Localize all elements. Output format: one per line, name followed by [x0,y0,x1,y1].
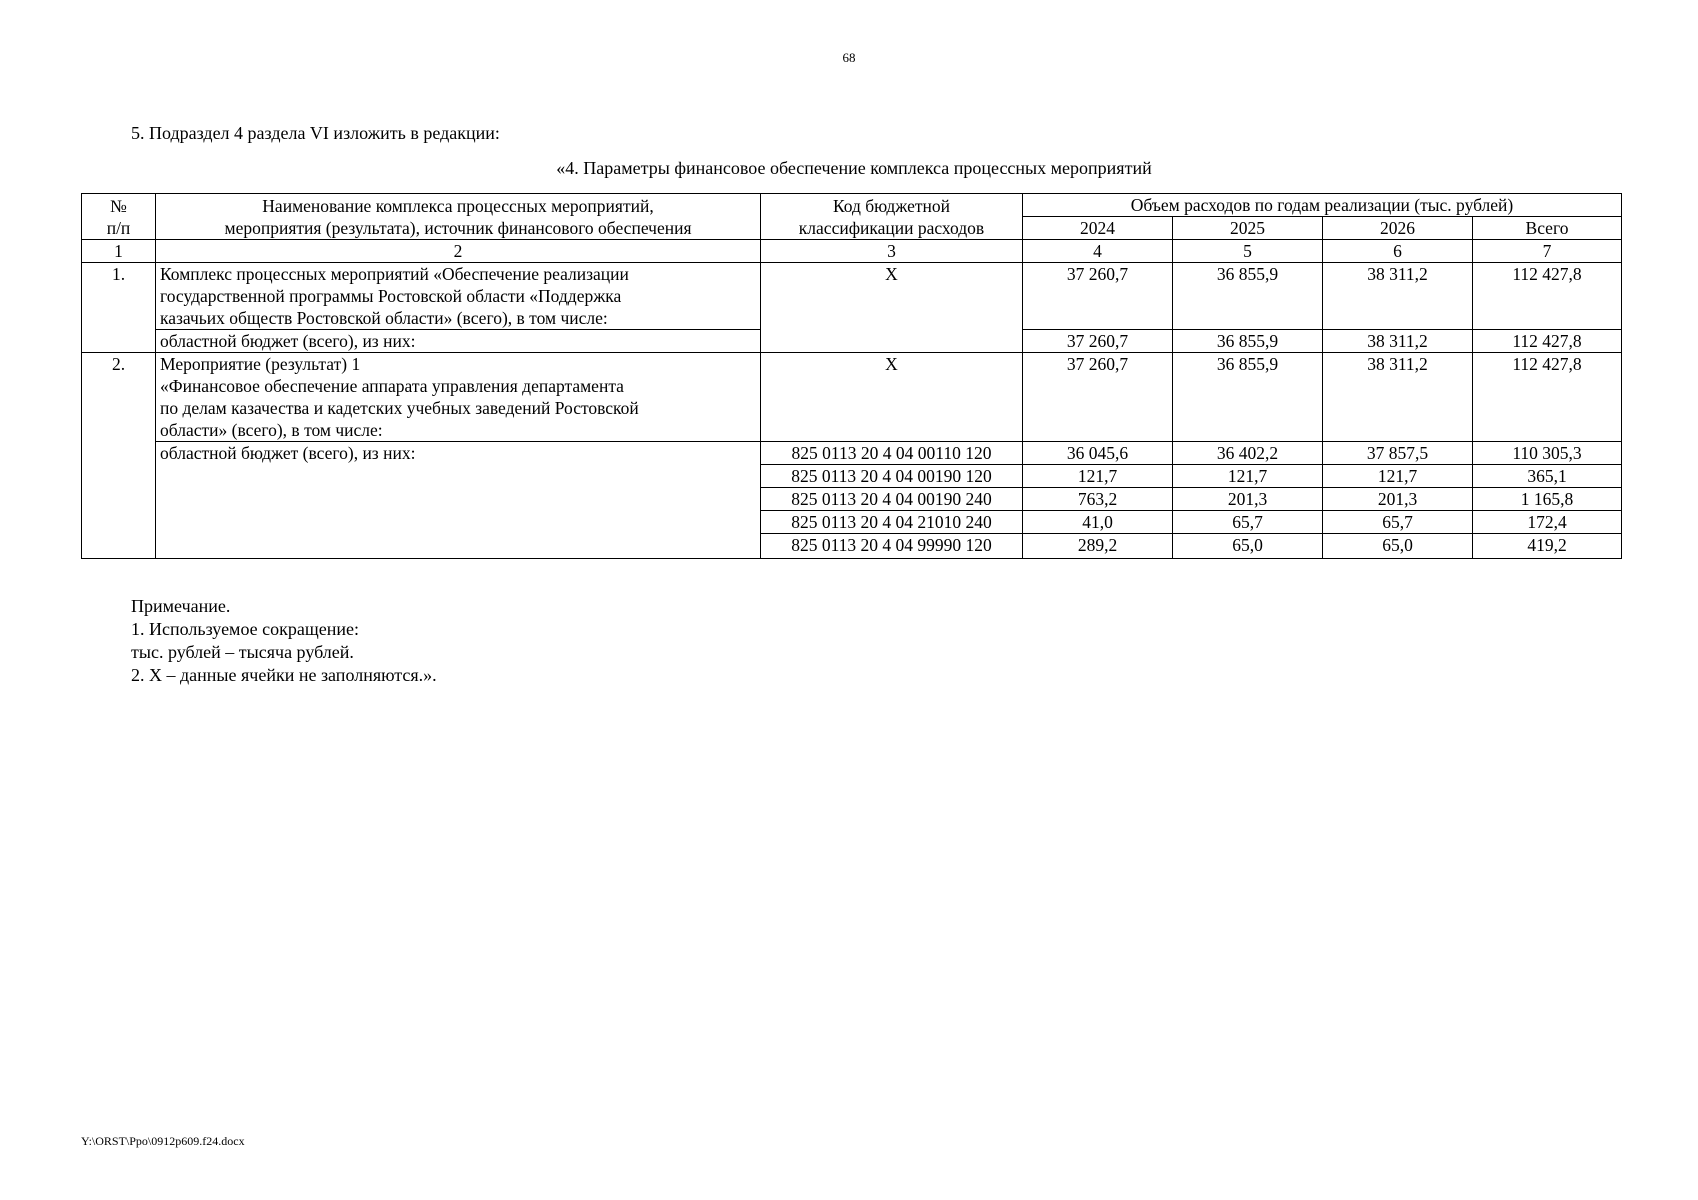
value-total: 365,1 [1473,465,1622,488]
header-name [156,194,761,240]
row-code: 825 0113 20 4 04 21010 240 [761,511,1023,534]
row-name-line: области» (всего), в том числе: [160,420,383,440]
header-row-1 [82,194,1622,217]
value-2025: 121,7 [1173,465,1323,488]
value-2025: 36 855,9 [1173,263,1323,330]
header-code-line1: Код бюджетной [832,195,951,216]
value-2024: 289,2 [1023,534,1173,559]
header-num-line2: п/п [106,217,131,238]
value-2024: 37 260,7 [1023,263,1173,330]
row-name: областной бюджет (всего), из них: [156,330,761,353]
header-2025: 2025 [1173,217,1323,240]
value-2024: 36 045,6 [1023,442,1173,465]
page-number: 68 [842,50,856,65]
header-num [82,194,156,240]
row-name: областной бюджет (всего), из них: [156,442,761,559]
value-total: 112 427,8 [1473,263,1622,330]
row-number: 2. [82,353,156,559]
col-number: 1 [82,240,156,263]
value-total: 112 427,8 [1473,330,1622,353]
notes-line: тыс. рублей – тысяча рублей. [131,642,354,662]
value-2026: 38 311,2 [1323,330,1473,353]
row-name-line: казачьих обществ Ростовской области» (всего), в том числе: [160,308,608,328]
col-number: 6 [1323,240,1473,263]
value-2026: 37 857,5 [1323,442,1473,465]
col-number: 5 [1173,240,1323,263]
column-number-row [82,240,1622,263]
row-code: 825 0113 20 4 04 99990 120 [761,534,1023,559]
header-total: Всего [1473,217,1622,240]
value-2024: 41,0 [1023,511,1173,534]
table-row [82,263,1622,330]
notes-line: 1. Используемое сокращение: [131,619,359,639]
table-row [82,442,1622,465]
row-name [156,263,761,330]
value-2024: 763,2 [1023,488,1173,511]
value-total: 110 305,3 [1473,442,1622,465]
row-code: 825 0113 20 4 04 00110 120 [761,442,1023,465]
value-2025: 36 402,2 [1173,442,1323,465]
value-2024: 37 260,7 [1023,353,1173,442]
header-name-line1: Наименование комплекса процессных мероприятий, [262,195,654,216]
row-code: 825 0113 20 4 04 00190 120 [761,465,1023,488]
row-code: Х [761,353,1023,442]
value-2026: 65,7 [1323,511,1473,534]
value-2026: 38 311,2 [1323,353,1473,442]
value-2026: 121,7 [1323,465,1473,488]
value-2024: 37 260,7 [1023,330,1173,353]
row-code: 825 0113 20 4 04 00190 240 [761,488,1023,511]
header-volume: Объем расходов по годам реализации (тыс. рублей) [1023,194,1622,217]
header-2024: 2024 [1023,217,1173,240]
value-2026: 38 311,2 [1323,263,1473,330]
row-name-line: «Финансовое обеспечение аппарата управления департамента [160,376,624,396]
value-2026: 65,0 [1323,534,1473,559]
file-path-footer: Y:\ORST\Ppo\0912p609.f24.docx [81,1134,245,1148]
col-number: 4 [1023,240,1173,263]
notes-title: Примечание. [131,596,231,616]
header-code [761,194,1023,240]
table-row [82,353,1622,442]
value-total: 172,4 [1473,511,1622,534]
financing-table [81,193,1622,559]
notes [131,595,437,687]
header-2026: 2026 [1323,217,1473,240]
col-number: 3 [761,240,1023,263]
row-name-line: государственной программы Ростовской области «Поддержка [160,286,622,306]
value-2024: 121,7 [1023,465,1173,488]
value-total: 112 427,8 [1473,353,1622,442]
col-number: 7 [1473,240,1622,263]
row-number: 1. [82,263,156,353]
value-2025: 36 855,9 [1173,330,1323,353]
value-total: 1 165,8 [1473,488,1622,511]
row-name-line: по делам казачества и кадетских учебных заведений Ростовской [160,398,639,418]
col-number: 2 [156,240,761,263]
row-name-line: Мероприятие (результат) 1 [160,354,361,374]
value-total: 419,2 [1473,534,1622,559]
value-2025: 65,7 [1173,511,1323,534]
row-name-line: Комплекс процессных мероприятий «Обеспечение реализации [160,264,629,284]
row-name [156,353,761,442]
header-num-line1: № [110,195,127,216]
value-2025: 36 855,9 [1173,353,1323,442]
value-2026: 201,3 [1323,488,1473,511]
row-code: Х [761,263,1023,353]
notes-line: 2. Х – данные ячейки не заполняются.». [131,665,437,685]
intro-paragraph: 5. Подраздел 4 раздела VI изложить в редакции: [131,123,500,143]
value-2025: 65,0 [1173,534,1323,559]
header-name-line2: мероприятия (результата), источник финансового обеспечения [224,217,692,238]
header-code-line2: классификации расходов [798,217,985,238]
table-title: «4. Параметры финансовое обеспечение комплекса процессных мероприятий [556,158,1152,178]
value-2025: 201,3 [1173,488,1323,511]
